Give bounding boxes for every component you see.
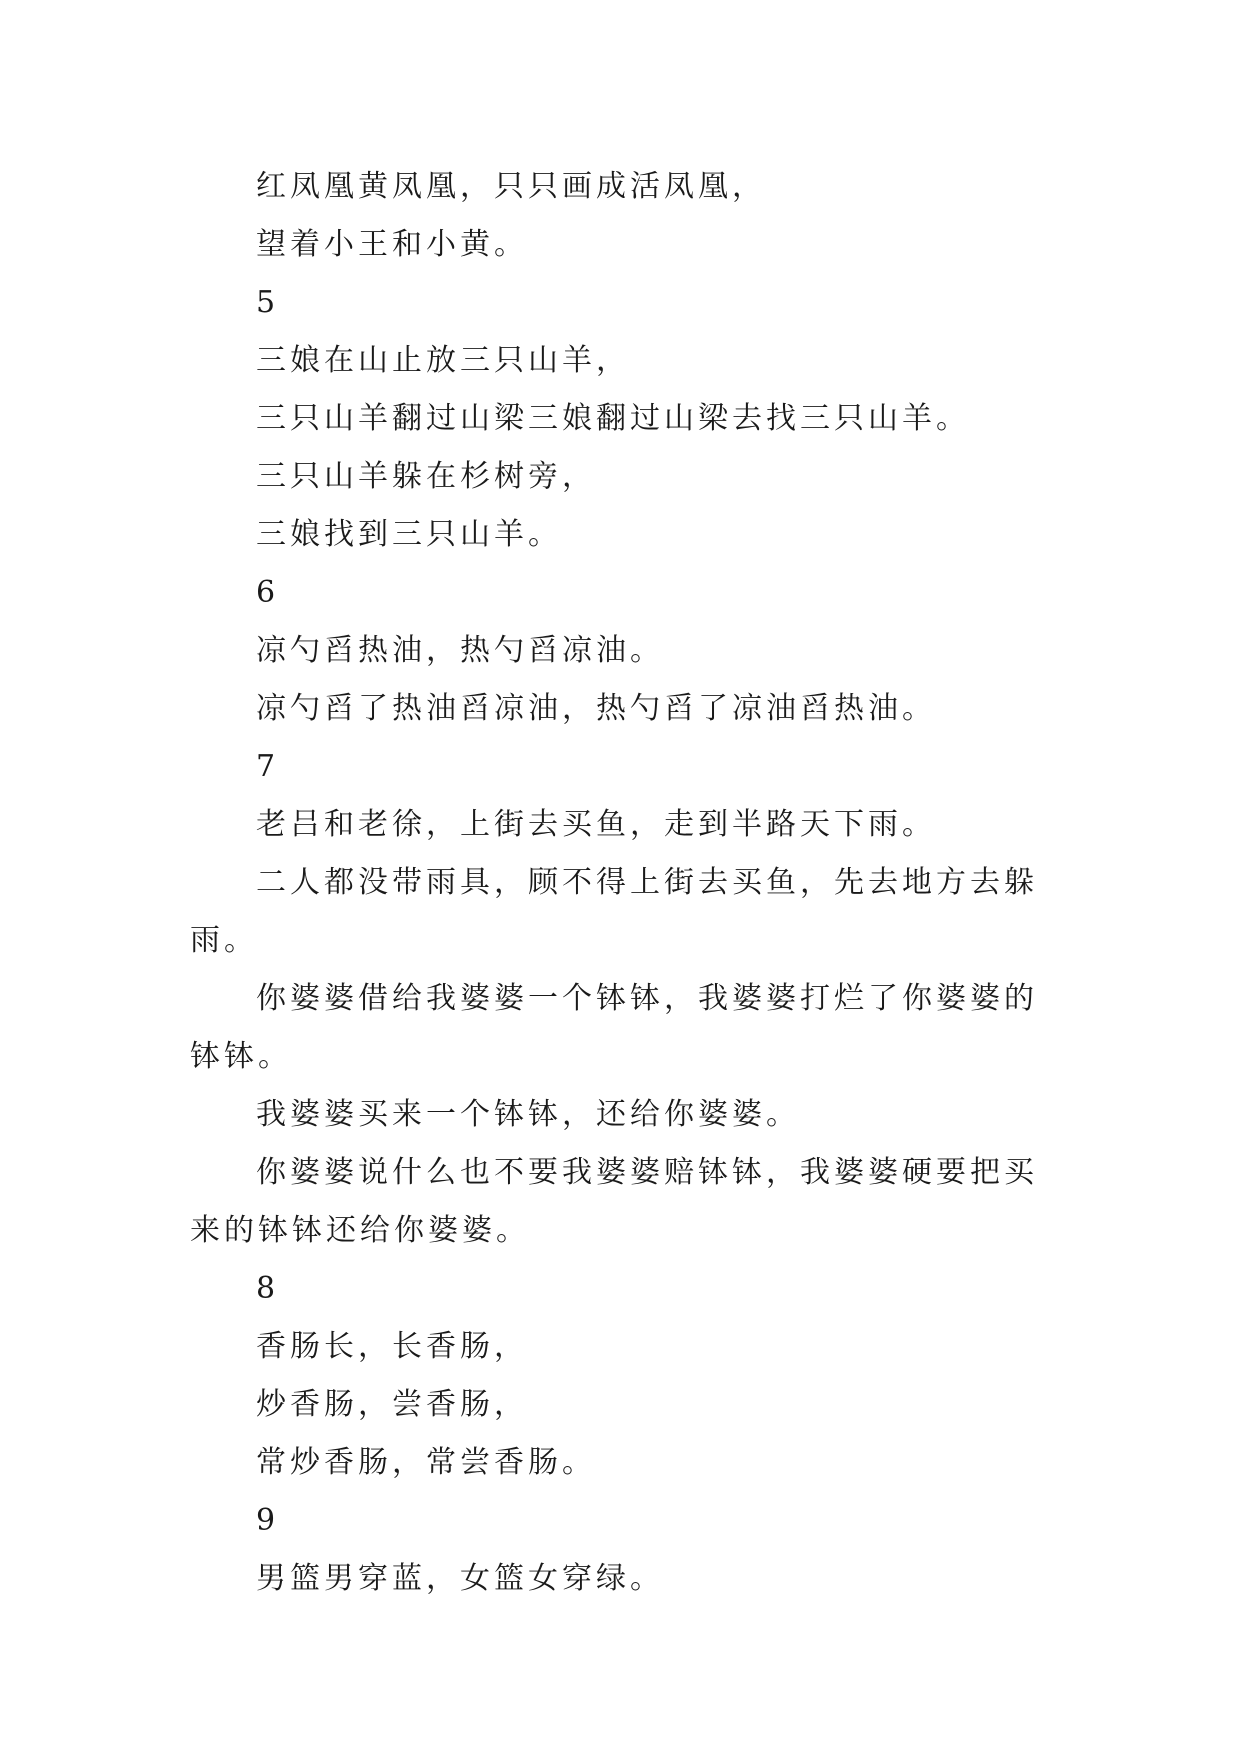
paragraph: 凉勺舀热油，热勺舀凉油。 (256, 633, 664, 668)
paragraph: 望着小王和小黄。 (256, 227, 528, 262)
section-number: 8 (256, 1271, 276, 1306)
paragraph: 凉勺舀了热油舀凉油，热勺舀了凉油舀热油。 (256, 691, 936, 726)
paragraph: 常炒香肠，常尝香肠。 (256, 1445, 596, 1480)
section-number: 6 (256, 575, 276, 610)
paragraph: 三娘在山止放三只山羊， (256, 343, 630, 378)
paragraph: 香肠长，长香肠， (256, 1329, 528, 1364)
paragraph: 红凤凰黄凤凰，只只画成活凤凰， (256, 169, 766, 204)
paragraph: 老吕和老徐，上街去买鱼，走到半路天下雨。 (256, 807, 936, 842)
paragraph: 三只山羊躲在杉树旁， (256, 459, 596, 494)
paragraph: 我婆婆买来一个钵钵，还给你婆婆。 (256, 1097, 800, 1132)
paragraph: 三娘找到三只山羊。 (256, 517, 562, 552)
document-body (190, 158, 1070, 1608)
paragraph: 炒香肠，尝香肠， (256, 1387, 528, 1422)
section-number: 7 (256, 749, 276, 784)
paragraph: 二人都没带雨具，顾不得上街去买鱼，先去地方去躲雨。 (190, 865, 1038, 958)
paragraph: 你婆婆说什么也不要我婆婆赔钵钵，我婆婆硬要把买来的钵钵还给你婆婆。 (190, 1155, 1038, 1248)
paragraph: 你婆婆借给我婆婆一个钵钵，我婆婆打烂了你婆婆的钵钵。 (190, 981, 1038, 1074)
section-number: 9 (256, 1503, 276, 1538)
paragraph: 三只山羊翻过山梁三娘翻过山梁去找三只山羊。 (256, 401, 970, 436)
section-number: 5 (256, 285, 276, 320)
paragraph: 男篮男穿蓝，女篮女穿绿。 (256, 1561, 664, 1596)
